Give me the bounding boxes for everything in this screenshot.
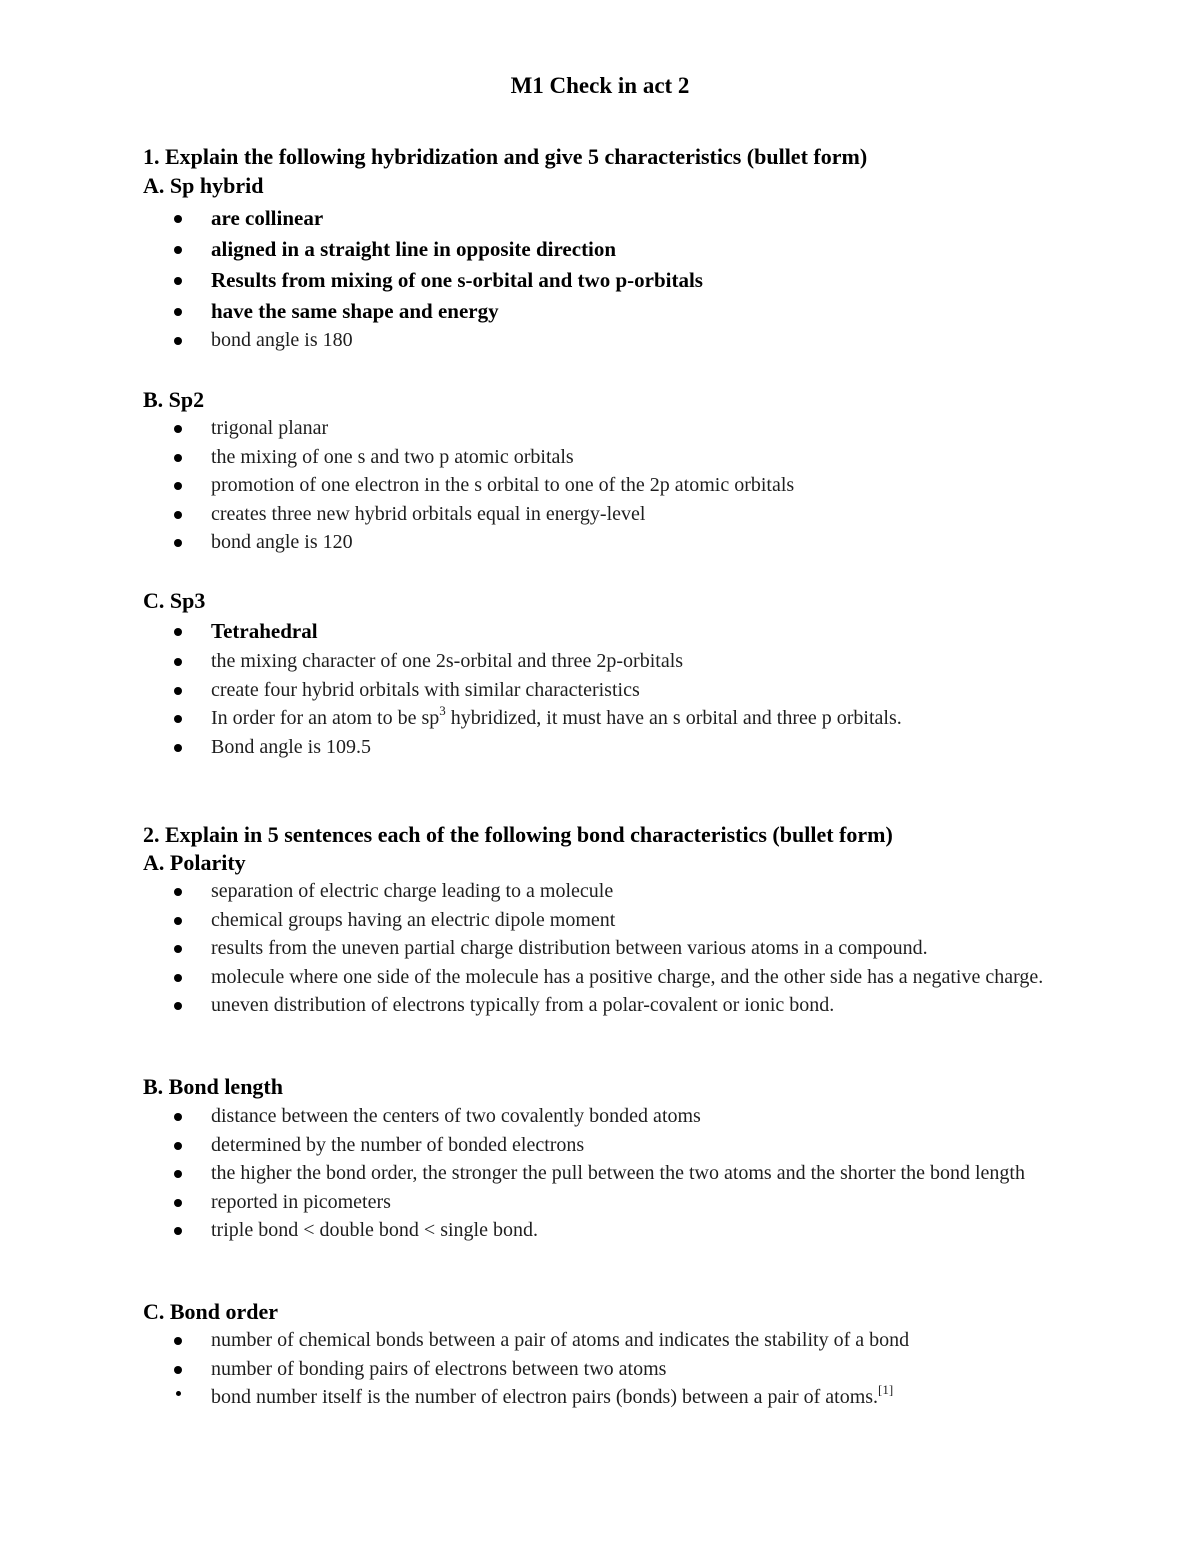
list-item: the higher the bond order, the stronger the pull between the two atoms and the shorter the bond length xyxy=(0,1159,1060,1188)
list-item: promotion of one electron in the s orbital to one of the 2p atomic orbitals xyxy=(0,471,1060,500)
bullet-icon xyxy=(176,1391,181,1396)
sp-hybrid-list xyxy=(0,203,1060,327)
list-item: the mixing of one s and two p atomic orbitals xyxy=(0,443,1060,472)
list-item: the mixing character of one 2s-orbital and three 2p-orbitals xyxy=(0,647,1060,676)
bullet-icon xyxy=(174,1227,182,1235)
section-polarity: A. Polarity xyxy=(143,850,246,875)
sp-hybrid-list-plain xyxy=(0,326,1060,355)
list-item: number of chemical bonds between a pair of atoms and indicates the stability of a bond xyxy=(0,1326,1060,1355)
polarity-list xyxy=(0,877,1060,1020)
bullet-icon xyxy=(174,277,182,285)
list-item: determined by the number of bonded electrons xyxy=(0,1131,1060,1160)
list-item: separation of electric charge leading to a molecule xyxy=(0,877,1060,906)
bullet-icon xyxy=(174,658,182,666)
list-item: uneven distribution of electrons typically from a polar-covalent or ionic bond. xyxy=(0,991,1060,1020)
question-1-heading: 1. Explain the following hybridization and give 5 characteristics (bullet form) xyxy=(143,144,868,169)
section-bond-length: B. Bond length xyxy=(143,1074,283,1099)
bullet-icon xyxy=(174,1002,182,1010)
page-title: M1 Check in act 2 xyxy=(510,73,690,98)
section-sp2: B. Sp2 xyxy=(143,387,205,412)
list-item: distance between the centers of two covalently bonded atoms xyxy=(0,1102,1060,1131)
sp3-list-bold xyxy=(0,616,1060,647)
section-sp3: C. Sp3 xyxy=(143,588,206,613)
list-item: bond number itself is the number of electron pairs (bonds) between a pair of atoms.[1] xyxy=(0,1383,1060,1412)
bullet-icon xyxy=(174,1113,182,1121)
list-item: are collinear xyxy=(0,203,1060,234)
bullet-icon xyxy=(174,454,182,462)
bullet-icon xyxy=(174,511,182,519)
bullet-icon xyxy=(174,687,182,695)
question-2-heading: 2. Explain in 5 sentences each of the following bond characteristics (bullet form) xyxy=(143,822,893,847)
section-sp-hybrid: A. Sp hybrid xyxy=(143,173,264,198)
bullet-icon xyxy=(174,917,182,925)
list-item: bond angle is 180 xyxy=(0,326,1060,355)
list-item: triple bond < double bond < single bond. xyxy=(0,1216,1060,1245)
list-item: aligned in a straight line in opposite direction xyxy=(0,234,1060,265)
list-item: have the same shape and energy xyxy=(0,296,1060,327)
bullet-icon xyxy=(174,482,182,490)
sp3-list xyxy=(0,647,1060,761)
bond-length-list xyxy=(0,1102,1060,1245)
list-item: reported in picometers xyxy=(0,1188,1060,1217)
bullet-icon xyxy=(174,715,182,723)
bullet-icon xyxy=(174,1366,182,1374)
list-item: chemical groups having an electric dipole moment xyxy=(0,906,1060,935)
bullet-icon xyxy=(174,628,182,636)
list-item: Tetrahedral xyxy=(0,616,1060,647)
bullet-icon xyxy=(174,337,182,345)
sp2-list xyxy=(0,414,1060,557)
bullet-icon xyxy=(174,246,182,254)
bullet-icon xyxy=(174,888,182,896)
bullet-icon xyxy=(174,1142,182,1150)
list-item: In order for an atom to be $sp^3$ hybridized, it must have an s orbital and three p orbitals. xyxy=(0,704,1060,733)
bond-order-list xyxy=(0,1326,1060,1412)
bullet-icon xyxy=(174,974,182,982)
list-item: results from the uneven partial charge distribution between various atoms in a compound. xyxy=(0,934,1060,963)
bullet-icon xyxy=(174,1337,182,1345)
list-item: creates three new hybrid orbitals equal in energy-level xyxy=(0,500,1060,529)
bullet-icon xyxy=(174,1170,182,1178)
list-item: bond angle is 120 xyxy=(0,528,1060,557)
section-bond-order: C. Bond order xyxy=(143,1299,279,1324)
list-item: Bond angle is 109.5 xyxy=(0,733,1060,762)
list-item: number of bonding pairs of electrons between two atoms xyxy=(0,1355,1060,1384)
list-item: Results from mixing of one s-orbital and two p-orbitals xyxy=(0,265,1060,296)
bullet-icon xyxy=(174,425,182,433)
bullet-icon xyxy=(174,945,182,953)
bullet-icon xyxy=(174,308,182,316)
list-item: molecule where one side of the molecule has a positive charge, and the other side has a negative charge. xyxy=(0,963,1060,992)
bullet-icon xyxy=(174,539,182,547)
bullet-icon xyxy=(174,744,182,752)
bullet-icon xyxy=(174,1199,182,1207)
list-item: trigonal planar xyxy=(0,414,1060,443)
bullet-icon xyxy=(174,215,182,223)
list-item: create four hybrid orbitals with similar characteristics xyxy=(0,676,1060,705)
